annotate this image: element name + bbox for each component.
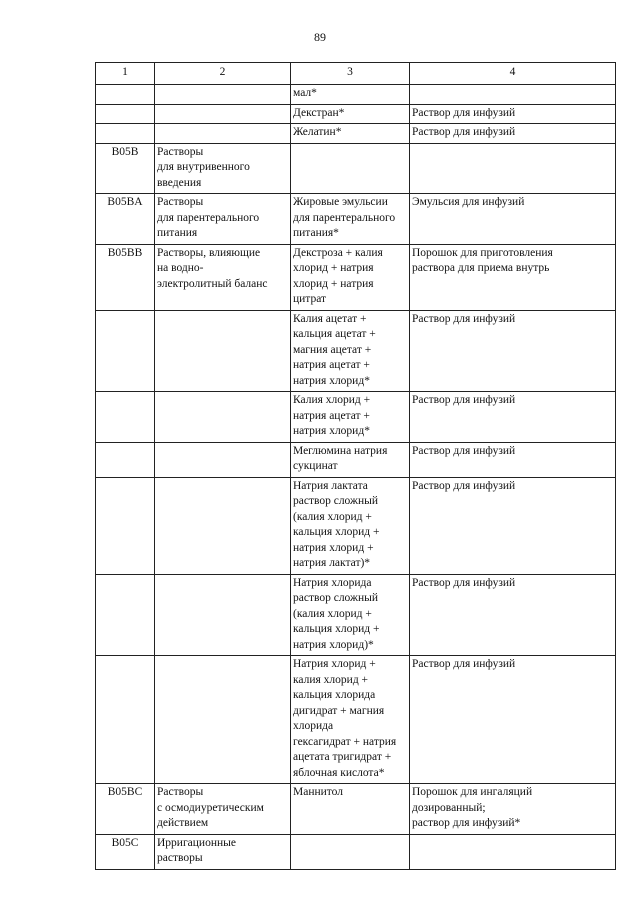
atc-code-cell bbox=[96, 310, 155, 392]
drug-classification-table bbox=[95, 62, 616, 870]
table-row bbox=[96, 392, 616, 443]
column-header-3: 3 bbox=[291, 63, 410, 85]
cell-text: Декстроза + калия хлорид + натрия хлорид + натрия цитрат bbox=[293, 246, 383, 305]
drug-name-cell bbox=[291, 310, 410, 392]
cell-text: Натрия хлорид + калия хлорид + кальция хлорида дигидрат + магния хлорида гексагидрат + натрия ацетата тригидрат + яблочная кислота* bbox=[293, 658, 397, 779]
atc-code-cell bbox=[96, 143, 155, 194]
atc-code-cell bbox=[96, 442, 155, 477]
cell-text: B05C bbox=[111, 836, 139, 849]
table-row bbox=[96, 784, 616, 835]
cell-text: Ирригационные растворы bbox=[157, 836, 236, 864]
atc-code-cell bbox=[96, 656, 155, 784]
group-name-cell bbox=[155, 392, 291, 443]
group-name-cell bbox=[155, 656, 291, 784]
dosage-form-cell bbox=[410, 194, 616, 245]
group-name-cell bbox=[155, 477, 291, 574]
cell-text: Калия хлорид + натрия ацетат + натрия хлорид* bbox=[293, 394, 371, 437]
cell-text: Раствор для инфузий bbox=[412, 658, 516, 670]
atc-code-cell bbox=[96, 194, 155, 245]
drug-name-cell bbox=[291, 124, 410, 144]
cell-text: B05BB bbox=[107, 246, 143, 259]
table-row bbox=[96, 477, 616, 574]
cell-text: Растворы для парентерального питания bbox=[157, 196, 260, 239]
drug-name-cell bbox=[291, 442, 410, 477]
table-row bbox=[96, 656, 616, 784]
table-row bbox=[96, 442, 616, 477]
cell-text: Растворы с осмодиуретическим действием bbox=[157, 786, 264, 829]
dosage-form-cell bbox=[410, 124, 616, 144]
group-name-cell bbox=[155, 104, 291, 124]
cell-text: Раствор для инфузий bbox=[412, 444, 516, 457]
group-name-cell bbox=[155, 244, 291, 310]
atc-code-cell bbox=[96, 104, 155, 124]
table-row bbox=[96, 574, 616, 656]
atc-code-cell bbox=[96, 124, 155, 144]
table-row bbox=[96, 124, 616, 144]
cell-text: Порошок для приготовления раствора для приема внутрь bbox=[412, 246, 553, 274]
table-row bbox=[96, 143, 616, 194]
cell-text: B05BC bbox=[107, 786, 143, 798]
cell-text: Эмульсия для инфузий bbox=[412, 196, 525, 208]
page-number: 89 bbox=[314, 30, 326, 44]
table-row bbox=[96, 85, 616, 105]
cell-text: Раствор для инфузий bbox=[412, 479, 516, 492]
cell-text: Декстран* bbox=[293, 106, 345, 119]
cell-text: Порошок для ингаляций дозированный; раствор для инфузий* bbox=[412, 786, 533, 829]
dosage-form-cell bbox=[410, 784, 616, 835]
group-name-cell bbox=[155, 310, 291, 392]
table-row bbox=[96, 834, 616, 869]
drug-name-cell bbox=[291, 194, 410, 245]
cell-text: Натрия лактата раствор сложный (калия хлорид + кальция хлорид + натрия хлорид + натрия лактат)* bbox=[293, 479, 380, 569]
cell-text: Жировые эмульсии для парентерального питания* bbox=[293, 196, 396, 239]
cell-text: Раствор для инфузий bbox=[412, 126, 516, 138]
table-row bbox=[96, 310, 616, 392]
atc-code-cell bbox=[96, 244, 155, 310]
drug-name-cell bbox=[291, 244, 410, 310]
group-name-cell bbox=[155, 124, 291, 144]
drug-name-cell bbox=[291, 85, 410, 105]
dosage-form-cell bbox=[410, 392, 616, 443]
cell-text: Раствор для инфузий bbox=[412, 576, 516, 589]
column-header-2: 2 bbox=[155, 63, 291, 85]
cell-text: Раствор для инфузий bbox=[412, 394, 516, 406]
drug-name-cell bbox=[291, 104, 410, 124]
group-name-cell bbox=[155, 194, 291, 245]
cell-text: Меглюмина натрия сукцинат bbox=[293, 444, 388, 472]
table-body bbox=[96, 85, 616, 870]
atc-code-cell bbox=[96, 834, 155, 869]
table-row bbox=[96, 194, 616, 245]
group-name-cell bbox=[155, 442, 291, 477]
cell-text: B05B bbox=[111, 145, 139, 158]
atc-code-cell bbox=[96, 574, 155, 656]
dosage-form-cell bbox=[410, 143, 616, 194]
dosage-form-cell bbox=[410, 85, 616, 105]
group-name-cell bbox=[155, 574, 291, 656]
dosage-form-cell bbox=[410, 834, 616, 869]
drug-name-cell bbox=[291, 656, 410, 784]
cell-text: Натрия хлорида раствор сложный (калия хлорид + кальция хлорид + натрия хлорид)* bbox=[293, 576, 380, 651]
drug-name-cell bbox=[291, 834, 410, 869]
atc-code-cell bbox=[96, 392, 155, 443]
group-name-cell bbox=[155, 85, 291, 105]
drug-name-cell bbox=[291, 784, 410, 835]
drug-name-cell bbox=[291, 392, 410, 443]
cell-text: Маннитол bbox=[293, 786, 344, 798]
column-header-1: 1 bbox=[96, 63, 155, 85]
cell-text: Желатин* bbox=[293, 126, 342, 138]
group-name-cell bbox=[155, 834, 291, 869]
drug-name-cell bbox=[291, 574, 410, 656]
column-header-4: 4 bbox=[410, 63, 616, 85]
cell-text: Раствор для инфузий bbox=[412, 106, 516, 119]
atc-code-cell bbox=[96, 85, 155, 105]
dosage-form-cell bbox=[410, 104, 616, 124]
group-name-cell bbox=[155, 784, 291, 835]
dosage-form-cell bbox=[410, 310, 616, 392]
group-name-cell bbox=[155, 143, 291, 194]
cell-text: Раствор для инфузий bbox=[412, 312, 516, 325]
cell-text: B05BA bbox=[107, 196, 143, 208]
dosage-form-cell bbox=[410, 477, 616, 574]
drug-name-cell bbox=[291, 477, 410, 574]
dosage-form-cell bbox=[410, 574, 616, 656]
dosage-form-cell bbox=[410, 442, 616, 477]
table-row bbox=[96, 244, 616, 310]
cell-text: мал* bbox=[293, 87, 317, 99]
cell-text: Растворы, влияющие на водно- электролитный баланс bbox=[157, 246, 268, 290]
atc-code-cell bbox=[96, 784, 155, 835]
table-header-row bbox=[96, 63, 616, 85]
drug-name-cell bbox=[291, 143, 410, 194]
dosage-form-cell bbox=[410, 244, 616, 310]
cell-text: Калия ацетат + кальция ацетат + магния ацетат + натрия ацетат + натрия хлорид* bbox=[293, 312, 376, 387]
atc-code-cell bbox=[96, 477, 155, 574]
table-row bbox=[96, 104, 616, 124]
dosage-form-cell bbox=[410, 656, 616, 784]
cell-text: Растворы для внутривенного введения bbox=[157, 145, 250, 189]
